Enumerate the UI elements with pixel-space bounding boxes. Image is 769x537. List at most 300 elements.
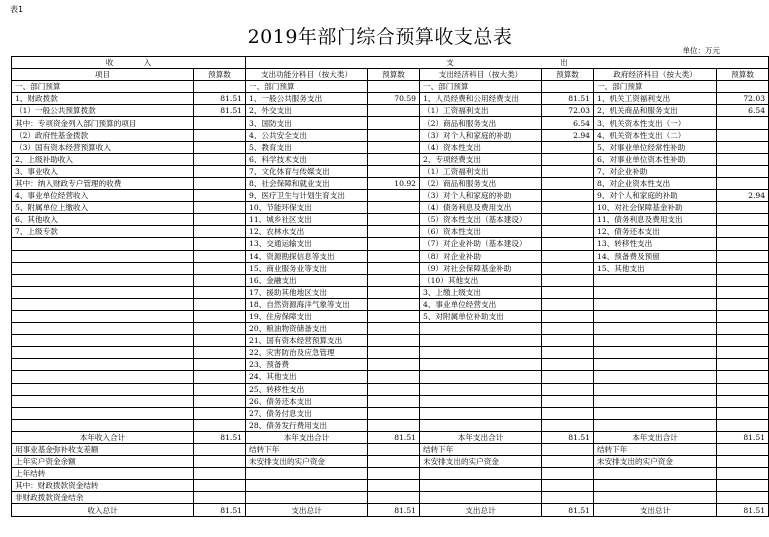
item-cell: （5）资本性支出（基本建设） <box>420 214 542 226</box>
item-cell: 4、公共安全支出 <box>246 129 368 141</box>
item-cell: 一、部门预算 <box>12 81 194 93</box>
amount-cell <box>368 371 420 383</box>
table-row <box>12 238 769 250</box>
item-cell: 一、部门预算 <box>246 81 368 93</box>
amount-cell <box>368 335 420 347</box>
table-row <box>12 371 769 383</box>
item-cell <box>420 383 542 395</box>
item-cell: 15、其他支出 <box>594 262 717 274</box>
column-header-row <box>12 69 769 81</box>
amount-cell <box>368 286 420 298</box>
amount-cell <box>542 359 594 371</box>
amount-cell <box>542 81 594 93</box>
table-row <box>12 81 769 93</box>
table-row <box>12 286 769 298</box>
item-cell: 未安排支出的实户资金 <box>594 456 717 468</box>
item-cell: 9、医疗卫生与计划生育支出 <box>246 190 368 202</box>
amount-cell <box>194 359 246 371</box>
amount-cell: 6.54 <box>542 117 594 129</box>
item-cell <box>594 298 717 310</box>
amount-cell <box>194 177 246 189</box>
item-cell: 3、国防支出 <box>246 117 368 129</box>
item-cell: （6）资本性支出 <box>420 226 542 238</box>
amount-cell <box>194 286 246 298</box>
amount-cell: 2.94 <box>717 190 769 202</box>
item-cell: 26、债务还本支出 <box>246 395 368 407</box>
amount-cell <box>717 468 769 480</box>
amount-cell: 6.54 <box>717 105 769 117</box>
amount-cell <box>194 262 246 274</box>
item-cell: （10）其他支出 <box>420 274 542 286</box>
amount-cell: 81.51 <box>542 504 594 516</box>
amount-cell <box>194 141 246 153</box>
amount-cell: 81.51 <box>368 504 420 516</box>
table-row <box>12 105 769 117</box>
amount-cell <box>368 323 420 335</box>
item-cell: 1、财政拨款 <box>12 93 194 105</box>
item-cell <box>12 286 194 298</box>
table-row <box>12 214 769 226</box>
table-row <box>12 153 769 165</box>
amount-cell: 81.51 <box>368 431 420 443</box>
table-row <box>12 323 769 335</box>
item-cell: 2、外交支出 <box>246 105 368 117</box>
page-title: 2019年部门综合预算收支总表 <box>247 26 513 48</box>
amount-cell <box>194 165 246 177</box>
amount-cell <box>368 117 420 129</box>
item-cell: （3）对个人和家庭的补助 <box>420 190 542 202</box>
item-cell: （7）对企业补助（基本建设） <box>420 238 542 250</box>
amount-cell <box>368 190 420 202</box>
amount-cell <box>717 492 769 504</box>
amount-cell <box>194 310 246 322</box>
item-cell: 14、资源勘探信息等支出 <box>246 250 368 262</box>
item-cell: 13、转移性支出 <box>594 238 717 250</box>
item-cell: 结转下年 <box>594 444 717 456</box>
item-cell: 1、机关工资福利支出 <box>594 93 717 105</box>
amount-cell <box>717 480 769 492</box>
item-cell: 2、上级补助收入 <box>12 153 194 165</box>
item-cell: 上年结转 <box>12 468 194 480</box>
item-cell: 10、对社会保障基金补助 <box>594 202 717 214</box>
amount-cell <box>194 117 246 129</box>
column-header: 项目 <box>12 69 194 81</box>
item-cell <box>420 480 542 492</box>
amount-cell <box>542 468 594 480</box>
item-cell <box>12 298 194 310</box>
item-cell: （1）工资福利支出 <box>420 105 542 117</box>
amount-cell <box>368 153 420 165</box>
item-cell: （4）资本性支出 <box>420 141 542 153</box>
amount-cell <box>368 444 420 456</box>
item-cell: 11、债务利息及费用支出 <box>594 214 717 226</box>
amount-cell <box>368 141 420 153</box>
amount-cell <box>717 250 769 262</box>
item-cell: 6、其他收入 <box>12 214 194 226</box>
item-cell: 一、部门预算 <box>420 81 542 93</box>
column-header: 支出经济科目（按大类） <box>420 69 542 81</box>
item-cell: 结转下年 <box>420 444 542 456</box>
item-cell <box>420 419 542 431</box>
table-row <box>12 226 769 238</box>
amount-cell <box>717 347 769 359</box>
item-cell: 5、附属单位上缴收入 <box>12 202 194 214</box>
amount-cell <box>194 407 246 419</box>
item-cell <box>12 419 194 431</box>
amount-cell <box>542 141 594 153</box>
item-cell: 5、对附属单位补助支出 <box>420 310 542 322</box>
amount-cell <box>542 407 594 419</box>
item-cell <box>594 468 717 480</box>
amount-cell <box>542 177 594 189</box>
amount-cell <box>717 177 769 189</box>
amount-cell <box>542 274 594 286</box>
table-row <box>12 383 769 395</box>
amount-cell <box>542 395 594 407</box>
item-cell: 12、债务还本支出 <box>594 226 717 238</box>
amount-cell <box>717 129 769 141</box>
amount-cell <box>717 395 769 407</box>
item-cell: 非财政拨款资金结余 <box>12 492 194 504</box>
column-header: 预算数 <box>194 69 246 81</box>
item-cell: 8、社会保障和就业支出 <box>246 177 368 189</box>
amount-cell <box>194 238 246 250</box>
item-cell: 27、债务付息支出 <box>246 407 368 419</box>
item-cell: 5、教育支出 <box>246 141 368 153</box>
table-row <box>12 129 769 141</box>
amount-cell <box>194 395 246 407</box>
item-cell <box>594 310 717 322</box>
amount-cell <box>542 310 594 322</box>
item-cell: 本年支出合计 <box>246 431 368 443</box>
amount-cell <box>717 323 769 335</box>
amount-cell <box>368 274 420 286</box>
item-cell: 1、一般公共服务支出 <box>246 93 368 105</box>
amount-cell <box>542 286 594 298</box>
sheet-label: 表1 <box>10 5 24 14</box>
item-cell <box>594 274 717 286</box>
item-cell: 16、金融支出 <box>246 274 368 286</box>
amount-cell <box>368 238 420 250</box>
item-cell: （8）对企业补助 <box>420 250 542 262</box>
amount-cell: 10.92 <box>368 177 420 189</box>
amount-cell <box>717 202 769 214</box>
amount-cell <box>194 468 246 480</box>
amount-cell <box>542 347 594 359</box>
item-cell: 28、债务发行费用支出 <box>246 419 368 431</box>
item-cell: （3）对个人和家庭的补助 <box>420 129 542 141</box>
item-cell: 1、人员经费和公用经费支出 <box>420 93 542 105</box>
item-cell <box>594 492 717 504</box>
amount-cell <box>717 407 769 419</box>
item-cell: （1）一般公共预算拨款 <box>12 105 194 117</box>
item-cell: 4、事业单位经营支出 <box>420 298 542 310</box>
item-cell: 支出总计 <box>420 504 542 516</box>
item-cell <box>12 310 194 322</box>
item-cell: 7、上级专款 <box>12 226 194 238</box>
amount-cell <box>542 323 594 335</box>
year-total-row <box>12 431 769 443</box>
amount-cell <box>368 105 420 117</box>
item-cell <box>420 335 542 347</box>
column-header: 预算数 <box>717 69 769 81</box>
amount-cell <box>368 262 420 274</box>
amount-cell <box>717 286 769 298</box>
item-cell: （2）政府性基金拨款 <box>12 129 194 141</box>
item-cell <box>12 371 194 383</box>
table-row <box>12 298 769 310</box>
column-header: 支出功能分科目（按大类） <box>246 69 368 81</box>
amount-cell <box>194 153 246 165</box>
amount-cell <box>194 480 246 492</box>
balance-row <box>12 456 769 468</box>
table-row <box>12 177 769 189</box>
table-row <box>12 335 769 347</box>
amount-cell <box>368 226 420 238</box>
item-cell <box>420 359 542 371</box>
amount-cell <box>542 298 594 310</box>
item-cell <box>594 347 717 359</box>
carryover-row <box>12 492 769 504</box>
item-cell <box>594 419 717 431</box>
item-cell <box>12 359 194 371</box>
amount-cell <box>368 165 420 177</box>
amount-cell <box>194 444 246 456</box>
item-cell: 23、预备费 <box>246 359 368 371</box>
item-cell: 3、事业收入 <box>12 165 194 177</box>
amount-cell <box>717 165 769 177</box>
amount-cell <box>194 190 246 202</box>
amount-cell <box>542 492 594 504</box>
amount-cell <box>368 407 420 419</box>
carryover-row <box>12 468 769 480</box>
table-row <box>12 141 769 153</box>
carryover-row <box>12 480 769 492</box>
amount-cell: 81.51 <box>717 504 769 516</box>
table-row <box>12 310 769 322</box>
amount-cell <box>542 238 594 250</box>
item-cell: 7、文化体育与传媒支出 <box>246 165 368 177</box>
item-cell <box>246 480 368 492</box>
item-cell: 8、对企业资本性支出 <box>594 177 717 189</box>
amount-cell <box>717 359 769 371</box>
amount-cell <box>542 383 594 395</box>
amount-cell <box>194 335 246 347</box>
amount-cell <box>542 190 594 202</box>
item-cell: 5、对事业单位经常性补助 <box>594 141 717 153</box>
amount-cell <box>194 323 246 335</box>
item-cell: 12、农林水支出 <box>246 226 368 238</box>
table-row <box>12 165 769 177</box>
amount-cell <box>368 214 420 226</box>
amount-cell <box>717 238 769 250</box>
item-cell: 4、事业单位经营收入 <box>12 190 194 202</box>
item-cell: （1）工资福利支出 <box>420 165 542 177</box>
item-cell <box>12 323 194 335</box>
amount-cell <box>194 456 246 468</box>
amount-cell <box>542 419 594 431</box>
item-cell <box>12 274 194 286</box>
amount-cell: 81.51 <box>194 504 246 516</box>
amount-cell <box>542 456 594 468</box>
expense-section-header: 支 出 <box>246 57 769 69</box>
item-cell <box>594 407 717 419</box>
item-cell: 3、上缴上级支出 <box>420 286 542 298</box>
item-cell: 13、交通运输支出 <box>246 238 368 250</box>
item-cell: 18、自然资源海洋气象等支出 <box>246 298 368 310</box>
item-cell <box>594 395 717 407</box>
item-cell: 未安排支出的实户资金 <box>246 456 368 468</box>
item-cell: （3）国有资本经营预算收入 <box>12 141 194 153</box>
item-cell: （2）商品和服务支出 <box>420 117 542 129</box>
table-row <box>12 93 769 105</box>
item-cell <box>594 480 717 492</box>
amount-cell <box>194 214 246 226</box>
item-cell <box>594 371 717 383</box>
amount-cell <box>368 456 420 468</box>
amount-cell <box>717 141 769 153</box>
item-cell: 10、节能环保支出 <box>246 202 368 214</box>
table-row <box>12 274 769 286</box>
amount-cell <box>368 202 420 214</box>
item-cell: 6、对事业单位资本性补助 <box>594 153 717 165</box>
amount-cell: 81.51 <box>194 431 246 443</box>
item-cell: 3、机关资本性支出（一） <box>594 117 717 129</box>
amount-cell: 81.51 <box>194 105 246 117</box>
item-cell <box>594 286 717 298</box>
amount-cell <box>368 347 420 359</box>
amount-cell <box>717 117 769 129</box>
amount-cell: 81.51 <box>542 93 594 105</box>
item-cell: 11、城乡社区支出 <box>246 214 368 226</box>
budget-table <box>11 56 769 517</box>
item-cell <box>594 383 717 395</box>
item-cell: 7、对企业补助 <box>594 165 717 177</box>
item-cell: 支出总计 <box>594 504 717 516</box>
amount-cell <box>194 371 246 383</box>
amount-cell <box>194 250 246 262</box>
amount-cell <box>194 226 246 238</box>
amount-cell <box>717 383 769 395</box>
item-cell: 其中：财政拨款资金结转 <box>12 480 194 492</box>
amount-cell <box>717 310 769 322</box>
item-cell <box>420 371 542 383</box>
item-cell <box>420 468 542 480</box>
table-row <box>12 407 769 419</box>
section-header-row <box>12 57 769 69</box>
item-cell: 本年收入合计 <box>12 431 194 443</box>
item-cell <box>420 407 542 419</box>
amount-cell <box>542 371 594 383</box>
amount-cell <box>717 444 769 456</box>
item-cell: （4）债务利息及费用支出 <box>420 202 542 214</box>
item-cell <box>12 262 194 274</box>
amount-cell <box>542 202 594 214</box>
amount-cell: 72.03 <box>542 105 594 117</box>
amount-cell <box>542 262 594 274</box>
amount-cell <box>194 298 246 310</box>
amount-cell <box>717 262 769 274</box>
item-cell: 20、粮油物资储备支出 <box>246 323 368 335</box>
amount-cell <box>542 214 594 226</box>
table-row <box>12 190 769 202</box>
table-row <box>12 262 769 274</box>
amount-cell <box>542 335 594 347</box>
item-cell: 4、机关资本性支出（二） <box>594 129 717 141</box>
grand-total-row <box>12 504 769 516</box>
table-row <box>12 395 769 407</box>
amount-cell <box>717 274 769 286</box>
item-cell: 2、机关商品和服务支出 <box>594 105 717 117</box>
item-cell <box>246 468 368 480</box>
amount-cell <box>194 202 246 214</box>
amount-cell <box>368 492 420 504</box>
item-cell: 其中：纳入财政专户管理的收费 <box>12 177 194 189</box>
amount-cell <box>194 347 246 359</box>
table-row <box>12 202 769 214</box>
amount-cell <box>717 335 769 347</box>
item-cell <box>12 335 194 347</box>
amount-cell <box>542 226 594 238</box>
item-cell: 2、专项经费支出 <box>420 153 542 165</box>
item-cell: 上年实户资金余额 <box>12 456 194 468</box>
amount-cell: 2.94 <box>542 129 594 141</box>
item-cell: 本年支出合计 <box>420 431 542 443</box>
income-section-header: 收 入 <box>12 57 246 69</box>
item-cell: 6、科学技术支出 <box>246 153 368 165</box>
amount-cell: 81.51 <box>194 93 246 105</box>
item-cell <box>594 359 717 371</box>
item-cell <box>420 492 542 504</box>
item-cell: 21、国有资本经营预算支出 <box>246 335 368 347</box>
item-cell: 19、住房保障支出 <box>246 310 368 322</box>
amount-cell <box>368 395 420 407</box>
item-cell: 用事业基金弥补收支差额 <box>12 444 194 456</box>
amount-cell <box>717 214 769 226</box>
amount-cell <box>717 226 769 238</box>
table-row <box>12 419 769 431</box>
amount-cell <box>542 480 594 492</box>
item-cell: 24、其他支出 <box>246 371 368 383</box>
unit-label: 单位：万元 <box>682 46 720 55</box>
amount-cell: 70.59 <box>368 93 420 105</box>
item-cell: 支出总计 <box>246 504 368 516</box>
item-cell: （2）商品和服务支出 <box>420 177 542 189</box>
item-cell <box>12 383 194 395</box>
item-cell: 本年支出合计 <box>594 431 717 443</box>
amount-cell <box>717 153 769 165</box>
amount-cell <box>368 129 420 141</box>
amount-cell <box>368 81 420 93</box>
amount-cell <box>194 274 246 286</box>
amount-cell <box>194 129 246 141</box>
item-cell: 未安排支出的实户资金 <box>420 456 542 468</box>
amount-cell <box>194 81 246 93</box>
amount-cell: 72.03 <box>717 93 769 105</box>
amount-cell <box>368 298 420 310</box>
item-cell: 结转下年 <box>246 444 368 456</box>
amount-cell <box>542 165 594 177</box>
amount-cell <box>717 371 769 383</box>
amount-cell <box>717 456 769 468</box>
item-cell <box>12 407 194 419</box>
amount-cell <box>542 153 594 165</box>
item-cell <box>594 323 717 335</box>
item-cell <box>12 250 194 262</box>
table-row <box>12 117 769 129</box>
amount-cell <box>194 492 246 504</box>
item-cell: 一、部门预算 <box>594 81 717 93</box>
